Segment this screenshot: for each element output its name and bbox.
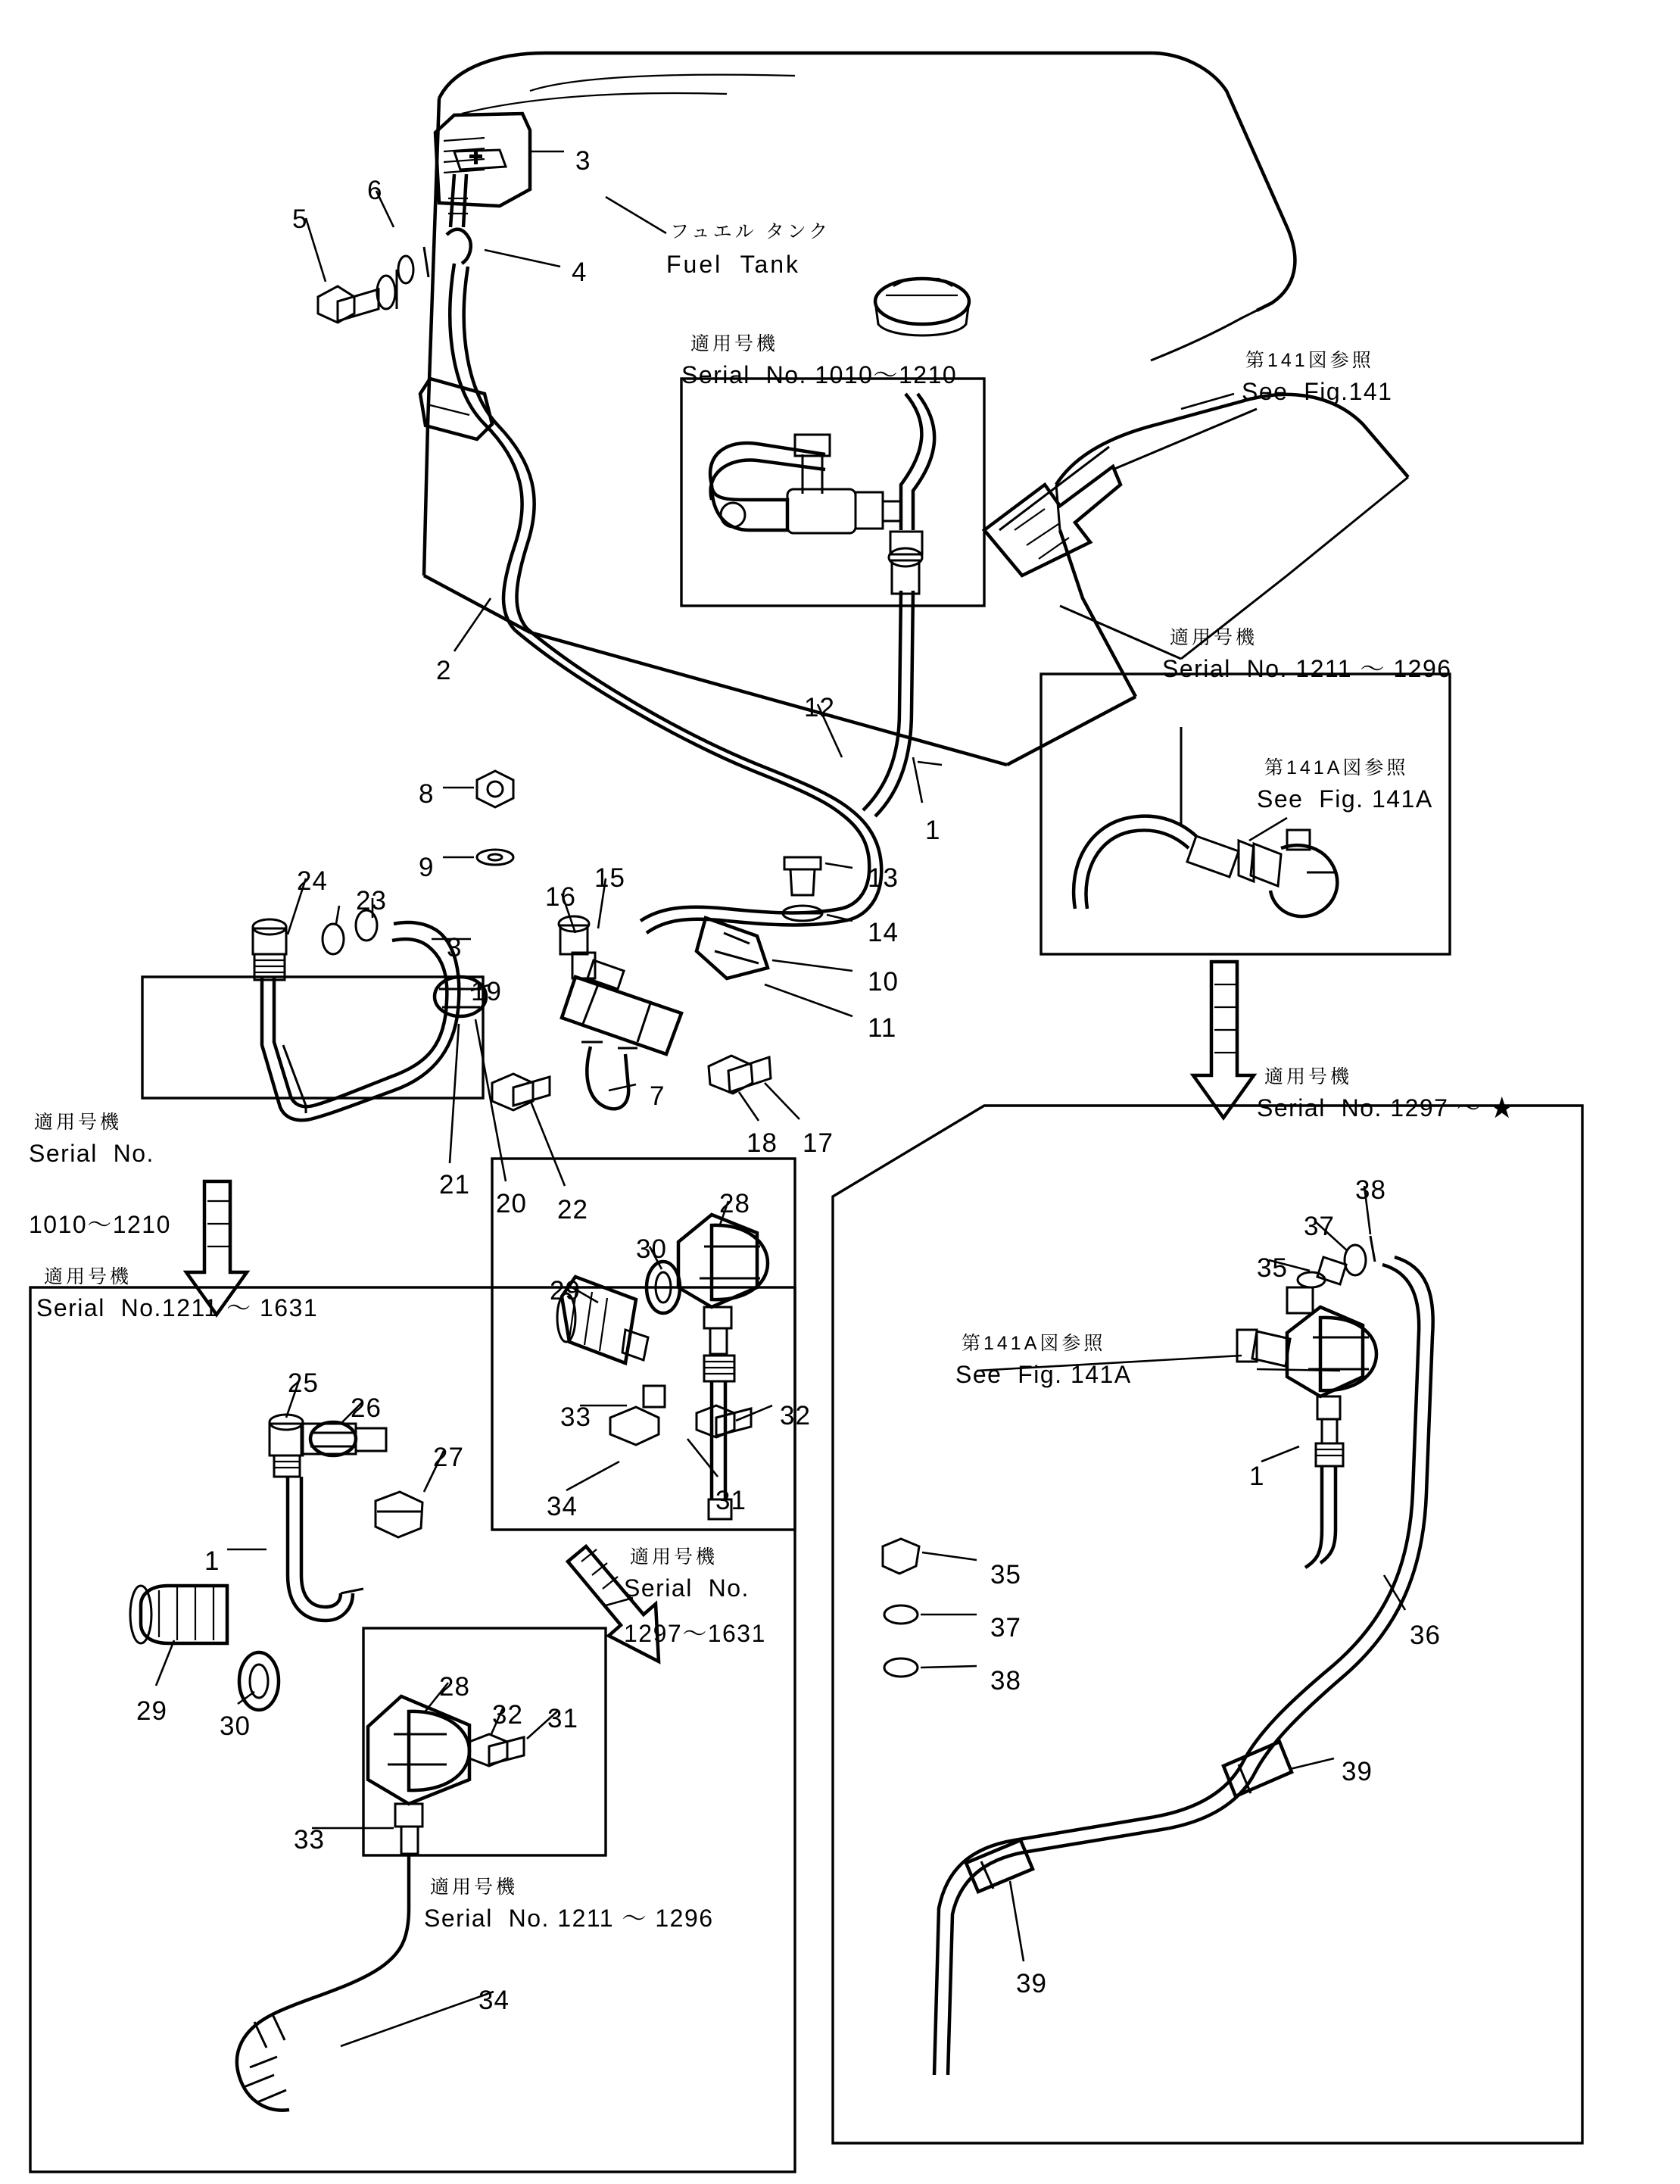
caption-serial-1211-1296-jp: 適用号機: [1170, 627, 1258, 648]
caption-serial-1010-1210-jp: 適用号機: [690, 333, 779, 354]
callout-number: 37: [990, 1613, 1021, 1643]
caption-serial-1211-1296-en: Serial No. 1211 〜 1296: [1162, 655, 1452, 682]
callout-number: 38: [1355, 1175, 1386, 1205]
caption-serial-left-range: 1010〜1210: [29, 1211, 171, 1238]
callout-number: 8: [419, 779, 435, 809]
callout-number: 1: [204, 1546, 220, 1576]
caption-fuel-tank-en: Fuel Tank: [666, 251, 801, 278]
callout-number: 4: [572, 257, 588, 287]
callout-number: 7: [650, 1081, 665, 1111]
caption-serial-mid-range: 1297〜1631: [624, 1620, 766, 1647]
callout-number: 1: [1249, 1462, 1265, 1491]
callout-number: 9: [419, 853, 435, 882]
callout-number: 28: [719, 1189, 750, 1218]
callout-number: 20: [496, 1189, 527, 1218]
callout-number: 32: [492, 1700, 523, 1730]
caption-serial-1010-1210-en: Serial No. 1010〜1210: [681, 361, 958, 388]
caption-serial-1211-1631-en: Serial No.1211 〜 1631: [36, 1294, 319, 1321]
callout-number: 31: [715, 1486, 746, 1515]
callout-number: 33: [560, 1402, 591, 1432]
callout-number: 19: [471, 977, 502, 1006]
callout-number: 27: [433, 1443, 464, 1472]
callout-number: 30: [220, 1711, 251, 1741]
callout-number: 12: [804, 693, 835, 722]
caption-serial-mid-en: Serial No.: [624, 1574, 750, 1602]
callout-number: 24: [297, 866, 328, 896]
callout-number: 11: [868, 1013, 897, 1043]
callout-number: 34: [547, 1492, 578, 1521]
callout-number: 13: [868, 863, 899, 893]
caption-serial-1297-star-en: Serial No. 1297 〜 ★: [1257, 1094, 1516, 1122]
callout-number: 35: [1257, 1253, 1288, 1283]
callout-number: 33: [294, 1825, 325, 1855]
caption-see-fig141-en: See Fig.141: [1242, 378, 1393, 405]
callout-number: 6: [367, 176, 383, 205]
callout-number: 29: [550, 1276, 581, 1306]
callout-number: 3: [447, 933, 463, 963]
callout-number: 26: [351, 1393, 382, 1423]
caption-see-fig141a-right-en: See Fig. 141A: [955, 1361, 1132, 1388]
callout-number: 17: [803, 1128, 834, 1158]
caption-serial-mid-jp: 適用号機: [630, 1546, 718, 1568]
callout-number: 23: [356, 886, 387, 916]
callout-number: 2: [436, 656, 452, 685]
callout-number: 5: [292, 204, 308, 234]
callout-number: 16: [545, 882, 576, 912]
callout-number: 36: [1410, 1621, 1441, 1650]
callout-number: 29: [136, 1696, 167, 1726]
caption-serial-1297-star-jp: 適用号機: [1264, 1066, 1353, 1087]
callout-number: 25: [288, 1368, 319, 1398]
callout-number: 21: [439, 1170, 470, 1200]
caption-see-fig141-jp: 第141図参照: [1245, 350, 1374, 371]
callout-number: 35: [990, 1560, 1021, 1590]
callout-number: 37: [1304, 1212, 1335, 1241]
caption-serial-1211-1296-b-en: Serial No. 1211 〜 1296: [424, 1905, 714, 1932]
caption-see-fig141a-en: See Fig. 141A: [1257, 785, 1433, 813]
callout-number: 39: [1342, 1757, 1373, 1786]
caption-serial-1211-1631-jp: 適用号機: [44, 1266, 132, 1287]
caption-serial-left-en: Serial No.: [29, 1140, 154, 1167]
caption-serial-left-jp: 適用号機: [34, 1112, 123, 1133]
callout-number: 39: [1016, 1969, 1047, 1998]
callout-number: 38: [990, 1666, 1021, 1696]
caption-serial-1211-1296-b-jp: 適用号機: [430, 1877, 519, 1898]
callout-number: 22: [557, 1195, 588, 1225]
callout-number: 30: [636, 1234, 667, 1264]
callout-number: 15: [594, 863, 625, 893]
callout-number: 34: [478, 1986, 510, 2015]
callout-number: 28: [439, 1672, 470, 1702]
callout-number: 14: [868, 918, 899, 947]
caption-see-fig141a-jp: 第141A図参照: [1264, 757, 1409, 778]
caption-fuel-tank-jp: フュエル タンク: [670, 221, 831, 242]
callout-number: 32: [780, 1401, 811, 1431]
caption-see-fig141a-right-jp: 第141A図参照: [962, 1333, 1106, 1354]
callout-number: 31: [547, 1704, 578, 1733]
callout-number: 1: [925, 816, 941, 845]
callout-number: 18: [746, 1128, 778, 1158]
callout-number: 10: [868, 967, 899, 997]
callout-number: 3: [575, 146, 591, 176]
